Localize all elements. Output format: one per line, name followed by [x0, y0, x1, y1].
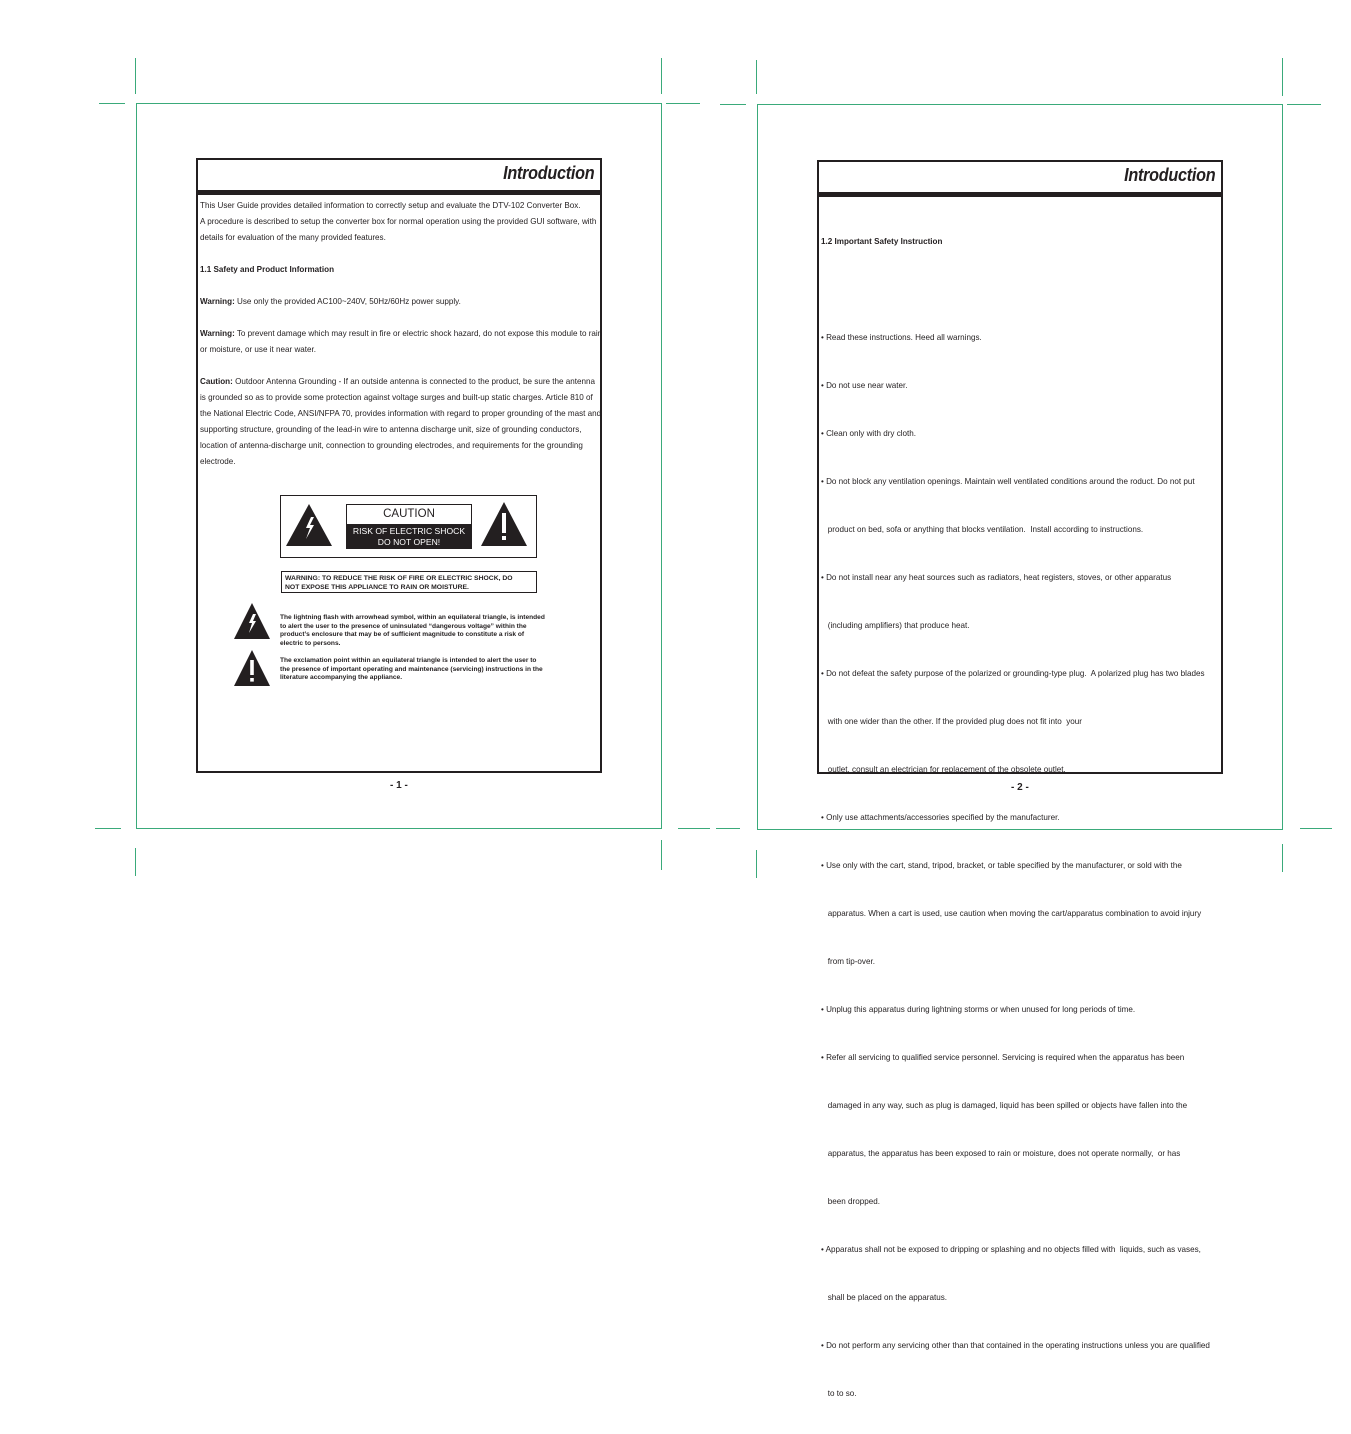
list-item: • Do not install near any heat sources such as radiators, heat registers, stoves, or other apparatus: [821, 573, 1172, 582]
text-line: [821, 282, 1210, 298]
list-item: to to so.: [821, 1389, 857, 1398]
page-1-header-title: Introduction: [502, 163, 594, 183]
crop-mark: [1282, 844, 1283, 872]
list-item: • Do not use near water.: [821, 381, 908, 390]
text-line: electrode.: [200, 457, 236, 466]
list-item: • Do not defeat the safety purpose of the polarized or grounding-type plug. A polarized plug has two blades: [821, 669, 1205, 678]
list-item: outlet, consult an electrician for replacement of the obsolete outlet.: [821, 765, 1066, 774]
crop-mark: [135, 848, 136, 876]
list-item: product on bed, sofa or anything that blocks ventilation. Install according to instructions.: [821, 525, 1144, 534]
caution-title: CAUTION: [346, 504, 472, 525]
page-1-number: - 1 -: [390, 780, 408, 791]
page-2-panel: [817, 160, 1223, 1398]
lightning-triangle-icon: [233, 602, 271, 640]
text-line: Caution: Outdoor Antenna Grounding - If an outside antenna is connected to the product, be sure the antenna: [200, 377, 596, 386]
caution-subtitle: RISK OF ELECTRIC SHOCK DO NOT OPEN!: [346, 525, 472, 549]
crop-mark: [666, 103, 700, 104]
text-line: [200, 246, 602, 262]
list-item: from tip-over.: [821, 957, 875, 966]
list-item: • Do not perform any servicing other than that contained in the operating instructions unless you are qualified: [821, 1341, 1210, 1350]
list-item: • Apparatus shall not be exposed to dripping or splashing and no objects filled with liquids, such as vases,: [821, 1245, 1201, 1254]
text-line: the National Electric Code, ANSI/NFPA 70, provides information with regard to proper grounding of the mast and: [200, 409, 602, 418]
crop-mark: [661, 840, 662, 870]
crop-mark: [1300, 828, 1332, 829]
section-heading: 1.2 Important Safety Instruction: [821, 237, 943, 246]
page-2-header: [819, 162, 1221, 197]
list-item: damaged in any way, such as plug is damaged, liquid has been spilled or objects have fallen into the: [821, 1101, 1188, 1110]
text-line: [200, 310, 602, 326]
list-item: • Only use attachments/accessories specified by the manufacturer.: [821, 813, 1060, 822]
list-item: • Use only with the cart, stand, tripod, bracket, or table specified by the manufacturer, or sold with the: [821, 861, 1182, 870]
crop-mark: [720, 104, 746, 105]
crop-mark: [1282, 58, 1283, 96]
lightning-triangle-icon: [285, 503, 333, 547]
exclamation-triangle-icon: [233, 649, 271, 687]
crop-mark: [95, 828, 121, 829]
list-item: apparatus. When a cart is used, use caution when moving the cart/apparatus combination to avoid injury: [821, 909, 1202, 918]
list-item: • Read these instructions. Heed all warnings.: [821, 333, 982, 342]
text-line: This User Guide provides detailed information to correctly setup and evaluate the DTV-102 Converter Box.: [200, 201, 581, 210]
page-2-header-title: Introduction: [1123, 165, 1215, 185]
crop-mark: [1287, 104, 1321, 105]
crop-mark: [716, 828, 740, 829]
list-item: shall be placed on the apparatus.: [821, 1293, 947, 1302]
page-1-header: [198, 160, 600, 195]
text-line: [200, 278, 602, 294]
text-line: Warning: Use only the provided AC100~240V, 50Hz/60Hz power supply.: [200, 297, 461, 306]
list-item: • Refer all servicing to qualified service personnel. Servicing is required when the apparatus has been: [821, 1053, 1185, 1062]
text-line: [200, 358, 602, 374]
crop-mark: [678, 828, 710, 829]
list-item: with one wider than the other. If the provided plug does not fit into your: [821, 717, 1082, 726]
text-line: details for evaluation of the many provided features.: [200, 233, 386, 242]
list-item: (including amplifiers) that produce heat.: [821, 621, 970, 630]
page-1-body: [200, 198, 602, 470]
text-line: A procedure is described to setup the converter box for normal operation using the provided GUI software, with: [200, 217, 597, 226]
crop-mark: [756, 60, 757, 94]
list-item: • Do not block any ventilation openings. Maintain well ventilated conditions around the roduct. Do not put: [821, 477, 1195, 486]
list-item: • Unplug this apparatus during lightning storms or when unused for long periods of time.: [821, 1005, 1136, 1014]
crop-mark: [99, 103, 125, 104]
exclamation-symbol-description: The exclamation point within an equilateral triangle is intended to alert the user to the presence of important operating and maintenance (servicing) instructions in the literature accompanying the appliance.: [280, 657, 543, 682]
text-line: Warning: To prevent damage which may result in fire or electric shock hazard, do not expose this module to rain: [200, 329, 603, 338]
section-heading: 1.1 Safety and Product Information: [200, 265, 335, 274]
page-2-body: [821, 202, 1210, 1434]
crop-mark: [135, 58, 136, 94]
lightning-symbol-description: The lightning flash with arrowhead symbol, within an equilateral triangle, is intended to alert the user to the presence of uninsulated “dangerous voltage” within the product’s enclosure that may be of sufficient magnitude to constitute a risk of electric to persons.: [280, 614, 545, 647]
text-line: or moisture, or use it near water.: [200, 345, 317, 354]
exclamation-triangle-icon: [480, 501, 528, 547]
crop-mark: [756, 850, 757, 878]
list-item: • Clean only with dry cloth.: [821, 429, 917, 438]
warning-box: WARNING: TO REDUCE THE RISK OF FIRE OR ELECTRIC SHOCK, DO NOT EXPOSE THIS APPLIANCE TO RAIN OR MOISTURE.: [281, 571, 537, 593]
crop-mark: [661, 58, 662, 94]
page-1-panel: [196, 158, 602, 773]
list-item: apparatus, the apparatus has been exposed to rain or moisture, does not operate normally, or has: [821, 1149, 1181, 1158]
caution-label-box: [280, 495, 537, 558]
text-line: supporting structure, grounding of the lead-in wire to antenna discharge unit, size of grounding conductors,: [200, 425, 582, 434]
text-line: is grounded so as to provide some protection against voltage surges and built-up static charges. Article 810 of: [200, 393, 593, 402]
text-line: location of antenna-discharge unit, connection to grounding electrodes, and requirements for the grounding: [200, 441, 583, 450]
list-item: been dropped.: [821, 1197, 880, 1206]
page-2-number: - 2 -: [1011, 782, 1029, 793]
